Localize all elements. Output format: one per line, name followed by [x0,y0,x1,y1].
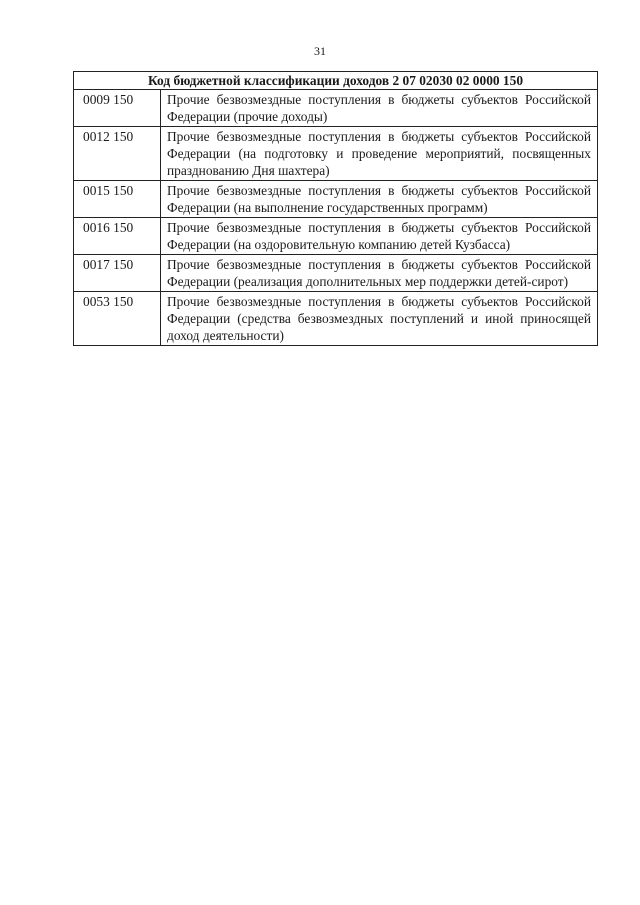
row-description: Прочие безвозмездные поступления в бюджеты субъектов Российской Федерации (на подготовку и проведение мероприятий, посвященных празднованию Дня шахтера) [161,127,598,181]
row-description: Прочие безвозмездные поступления в бюджеты субъектов Российской Федерации (прочие доходы) [161,90,598,127]
table-row [74,127,598,181]
row-description: Прочие безвозмездные поступления в бюджеты субъектов Российской Федерации (реализация дополнительных мер поддержки детей-сирот) [161,255,598,292]
row-code: 0016 150 [74,218,161,255]
row-code: 0053 150 [74,292,161,346]
row-description: Прочие безвозмездные поступления в бюджеты субъектов Российской Федерации (на оздоровительную компанию детей Кузбасса) [161,218,598,255]
row-description: Прочие безвозмездные поступления в бюджеты субъектов Российской Федерации (средства безвозмездных поступлений и иной приносящей доход деятельности) [161,292,598,346]
row-code: 0009 150 [74,90,161,127]
row-code: 0017 150 [74,255,161,292]
table-row [74,181,598,218]
table-row [74,292,598,346]
page-number: 31 [314,44,326,58]
table-row [74,255,598,292]
table-header: Код бюджетной классификации доходов 2 07 02030 02 0000 150 [74,72,598,90]
row-description: Прочие безвозмездные поступления в бюджеты субъектов Российской Федерации (на выполнение государственных программ) [161,181,598,218]
row-code: 0015 150 [74,181,161,218]
row-code: 0012 150 [74,127,161,181]
table-header-row [74,72,598,90]
table-row [74,218,598,255]
budget-classification-table [73,71,598,346]
table-row [74,90,598,127]
